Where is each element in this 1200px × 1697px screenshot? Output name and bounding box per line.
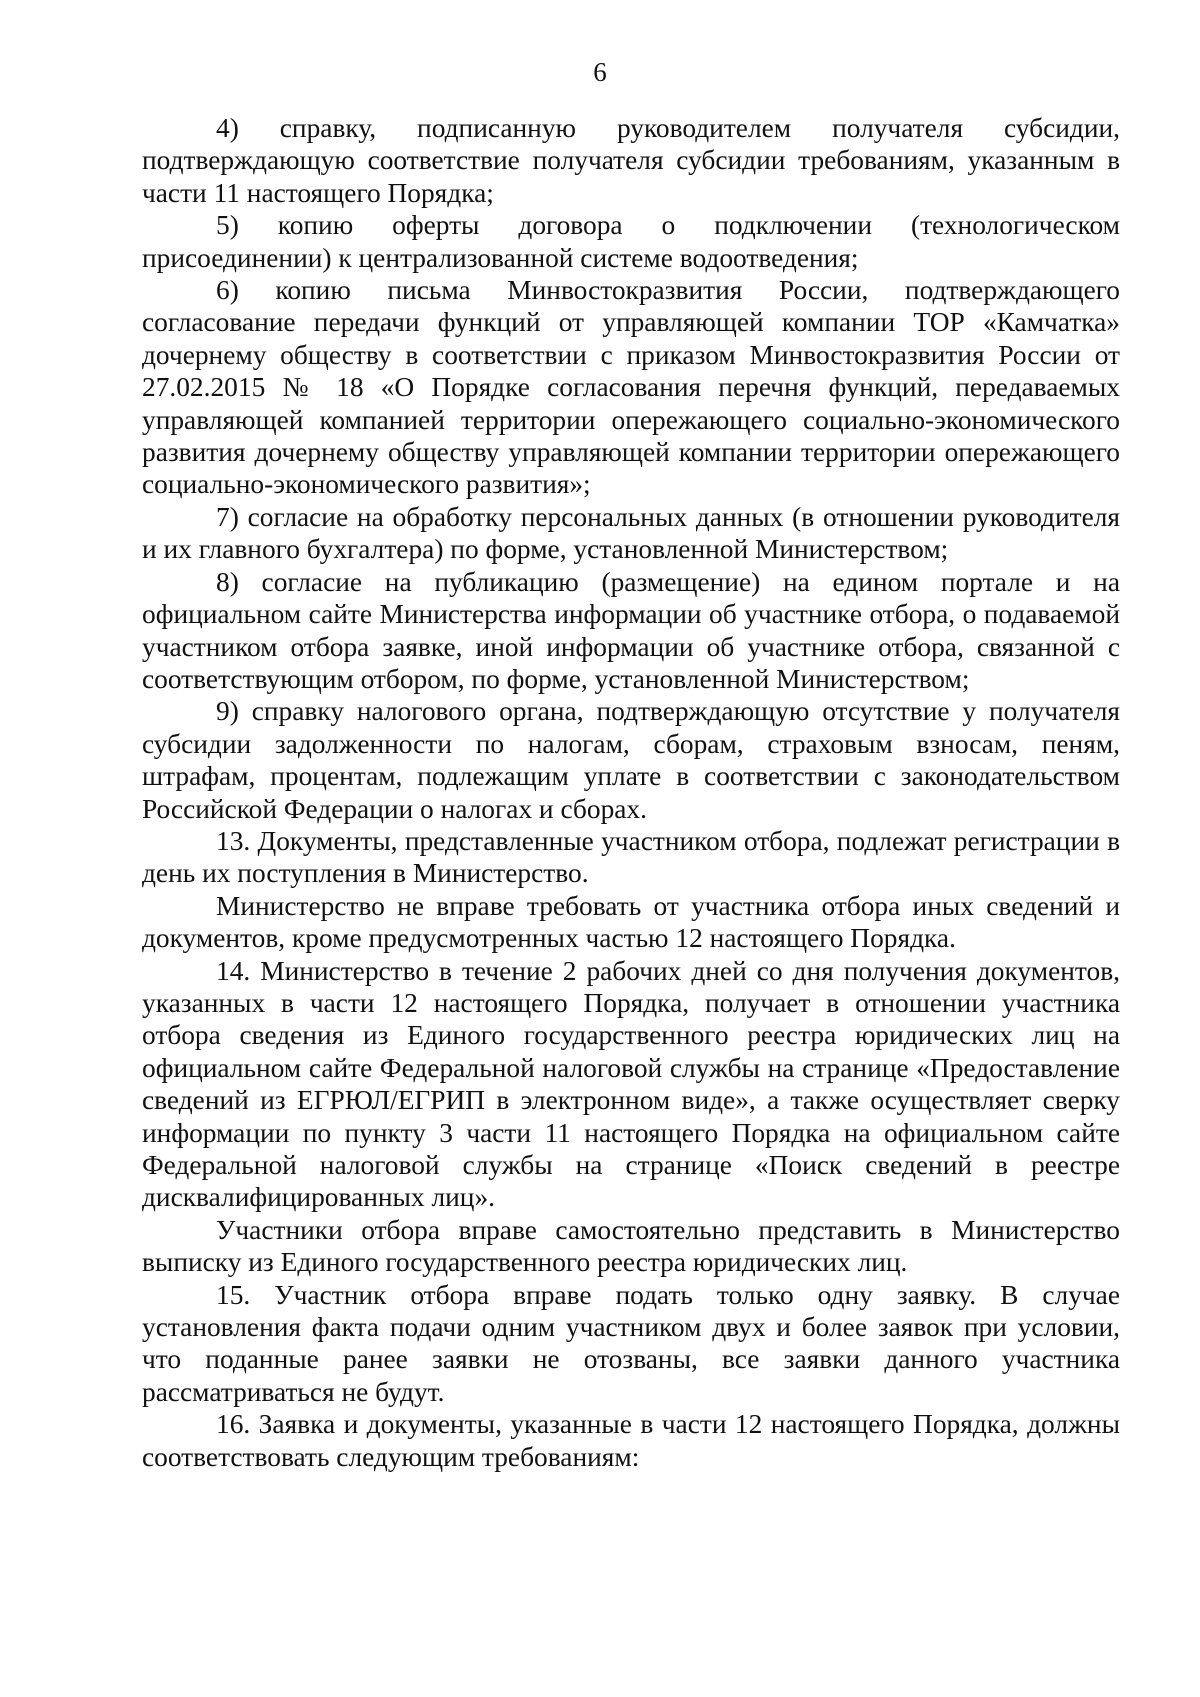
paragraph-item-6-letter-copy: 6) копию письма Минвостокразвития России, подтверждающего согласование передачи функций от управляющей компании ТОР «Камчатка» дочернему обществу в соответствии с приказом Минвостокразвития России от 27.02.2015 № 18 «О Порядке согласования перечня функций, передаваемых управляющей компанией территории опережающего социально-экономического развития дочернему обществу управляющей компании территории опережающего социально-экономического развития»; [142, 275, 1120, 500]
paragraph-section-15: 15. Участник отбора вправе подать только одну заявку. В случае установления факта подачи одним участником двух и более заявок при условии, что поданные ранее заявки не отозваны, все заявки данного участника рассматриваться не будут. [142, 1279, 1120, 1407]
paragraph-item-9-tax-certificate: 9) справку налогового органа, подтверждающую отсутствие у получателя субсидии задолженности по налогам, сборам, страховым взносам, пеням, штрафам, процентам, подлежащим уплате в соответствии с законодательством Российской Федерации о налогах и сборах. [142, 696, 1120, 824]
page-number: 6 [593, 57, 607, 87]
document-body [142, 112, 1120, 1473]
paragraph-section-13-ministry: Министерство не вправе требовать от участника отбора иных сведений и документов, кроме предусмотренных частью 12 настоящего Порядка. [142, 890, 1120, 954]
paragraph-item-7-personal-data-consent: 7) согласие на обработку персональных данных (в отношении руководителя и их главного бухгалтера) по форме, установленной Министерством; [142, 501, 1120, 565]
paragraph-section-14-participants: Участники отбора вправе самостоятельно представить в Министерство выписку из Единого государственного реестра юридических лиц. [142, 1214, 1120, 1278]
paragraph-item-8-publication-consent: 8) согласие на публикацию (размещение) на едином портале и на официальном сайте Министерства информации об участнике отбора, о подаваемой участником отбора заявке, иной информации об участнике отбора, связанной с соответствующим отбором, по форме, установленной Министерством; [142, 566, 1120, 694]
paragraph-section-14: 14. Министерство в течение 2 рабочих дней со дня получения документов, указанных в части 12 настоящего Порядка, получает в отношении участника отбора сведения из Единого государственного реестра юридических лиц на официальном сайте Федеральной налоговой службы на странице «Предоставление сведений из ЕГРЮЛ/ЕГРИП в электронном виде», а также осуществляет сверку информации по пункту 3 части 11 настоящего Порядка на официальном сайте Федеральной налоговой службы на странице «Поиск сведений в реестре дисквалифицированных лиц». [142, 955, 1120, 1213]
paragraph-item-4-certificate: 4) справку, подписанную руководителем получателя субсидии, подтверждающую соответствие получателя субсидии требованиям, указанным в части 11 настоящего Порядка; [142, 113, 1120, 208]
paragraph-section-13: 13. Документы, представленные участником отбора, подлежат регистрации в день их поступления в Министерство. [142, 825, 1120, 889]
paragraph-section-16: 16. Заявка и документы, указанные в части 12 настоящего Порядка, должны соответствовать следующим требованиям: [142, 1409, 1120, 1472]
paragraph-item-5-offer-copy: 5) копию оферты договора о подключении (технологическом присоединении) к централизованной системе водоотведения; [142, 210, 1120, 273]
